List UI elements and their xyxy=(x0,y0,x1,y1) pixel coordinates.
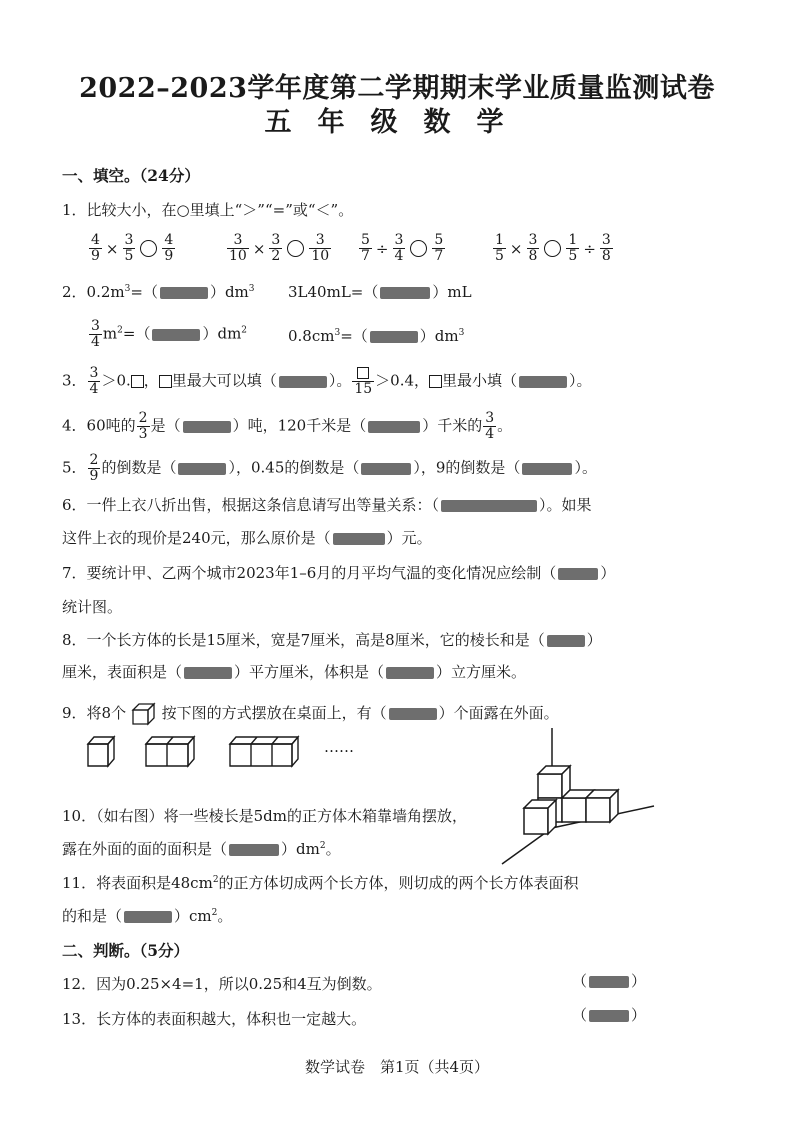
answer-blank[interactable] xyxy=(547,635,585,647)
fraction: $\frac{3}{4}$ xyxy=(485,410,495,442)
page-footer: 数学试卷 第1页（共4页） xyxy=(304,1058,490,1076)
fraction: $\frac{5}{7}$ xyxy=(434,232,444,264)
q8-line1: 8．一个长方体的长是15厘米，宽是7厘米，高是8厘米，它的棱长和是（ ） xyxy=(62,631,602,649)
q13-answer[interactable]: （ ） xyxy=(572,1006,647,1024)
q1-item-4: $\frac{1}{5}$ × $\frac{3}{8}$ $\frac{1}{5}$ ÷ $\frac{3}{8}$ xyxy=(495,232,611,264)
fraction: $\frac{3}{2}$ xyxy=(271,232,281,264)
answer-blank[interactable] xyxy=(380,287,430,299)
section2-heading: 二、判断。（5分） xyxy=(62,941,190,960)
q8-line2: 厘米，表面积是（ ）平方厘米，体积是（ ）立方厘米。 xyxy=(62,663,527,681)
fraction: 15 xyxy=(352,366,374,397)
fraction: $\frac{3}{8}$ xyxy=(601,232,611,264)
q11-line2: 的和是（ ）$cm^2$。 xyxy=(62,907,233,925)
q2-line1-a: 2．$0.2m^3=$（ ）$dm^3$ xyxy=(62,283,255,301)
answer-blank[interactable] xyxy=(589,1010,629,1022)
q1-item-3: $\frac{5}{7}$ ÷ $\frac{3}{4}$ $\frac{5}{7}$ xyxy=(361,232,444,264)
q7-line2: 统计图。 xyxy=(62,598,123,616)
answer-blank[interactable] xyxy=(519,376,567,388)
q2-line2-b: $0.8cm^3=$（ ）$dm^3$ xyxy=(288,327,465,345)
box-symbol xyxy=(429,375,442,388)
fraction: $\frac{2}{3}$ xyxy=(138,410,148,442)
answer-blank[interactable] xyxy=(160,287,208,299)
q1-text: 1．比较大小，在○里填上“＞”“=”或“＜”。 xyxy=(62,201,354,219)
q10-line2: 露在外面的面的面积是（ ）$dm^2$。 xyxy=(62,840,341,858)
three-cube-figure xyxy=(230,737,298,766)
fraction: $\frac{3}{4}$ xyxy=(91,318,100,350)
answer-circle[interactable] xyxy=(287,240,304,257)
answer-circle[interactable] xyxy=(140,240,157,257)
box-symbol xyxy=(131,375,144,388)
answer-blank[interactable] xyxy=(386,667,434,679)
answer-blank[interactable] xyxy=(522,463,572,475)
answer-blank[interactable] xyxy=(124,911,172,923)
answer-blank[interactable] xyxy=(368,421,420,433)
fraction: $\frac{3}{5}$ xyxy=(124,232,134,264)
q2-line2-a: $\frac{3}{4}$ $m^2=$（ ）$dm^2$ xyxy=(91,318,248,350)
q6-line2: 这件上衣的现价是240元，那么原价是（ ）元。 xyxy=(62,529,432,547)
answer-blank[interactable] xyxy=(333,533,385,545)
section1-heading: 一、填空。（24分） xyxy=(62,166,200,185)
q12-text: 12．因为0.25×4=1，所以0.25和4互为倒数。 xyxy=(62,975,382,993)
answer-blank[interactable] xyxy=(370,331,418,343)
fraction: $\frac{3}{8}$ xyxy=(528,232,538,264)
answer-circle[interactable] xyxy=(410,240,427,257)
box-symbol xyxy=(159,375,172,388)
fraction: $\frac{3}{10}$ xyxy=(229,232,247,264)
answer-blank[interactable] xyxy=(389,708,437,720)
answer-blank[interactable] xyxy=(184,667,232,679)
q4-line: 4．60吨的 $\frac{2}{3}$ 是（ ）吨，120千米是（ ）千米的 $\frac{3}{4}$ 。 xyxy=(62,410,513,442)
fraction: $\frac{3}{4}$ xyxy=(89,365,99,397)
q5-line: 5． $\frac{2}{9}$ 的倒数是（ ），0.45的倒数是（ ），9的倒数是（ ）。 xyxy=(62,452,597,484)
q6-line1: 6．一件上衣八折出售，根据这条信息请写出等量关系：（ ）。如果 xyxy=(62,496,592,514)
answer-blank[interactable] xyxy=(361,463,411,475)
fraction: $\frac{3}{4}$ xyxy=(394,232,404,264)
q10-line1: 10．（如右图）将一些棱长是5dm的正方体木箱靠墙角摆放， xyxy=(62,807,467,825)
q3-line: 3． $\frac{3}{4}$ ＞0. ， 里最大可以填（ ）。 15 ＞0.4， 里最小填（ ）。 xyxy=(62,365,592,397)
q13-text: 13．长方体的表面积越大，体积也一定越大。 xyxy=(62,1010,367,1028)
cube-icon xyxy=(131,702,157,726)
answer-blank[interactable] xyxy=(279,376,327,388)
fraction: $\frac{1}{5}$ xyxy=(495,232,504,264)
exam-subtitle: 五年级数学 xyxy=(264,107,530,138)
q9-ellipsis: …… xyxy=(324,738,354,756)
answer-blank[interactable] xyxy=(178,463,226,475)
exam-title: 2022–2023学年度第二学期期末学业质量监测试卷 xyxy=(79,73,715,104)
q1-item-2: $\frac{3}{10}$ × $\frac{3}{2}$ $\frac{3}{10}$ xyxy=(229,232,330,264)
answer-blank[interactable] xyxy=(589,976,629,988)
answer-blank[interactable] xyxy=(152,329,200,341)
one-cube-figure xyxy=(88,737,114,766)
answer-blank[interactable] xyxy=(441,500,537,512)
answer-blank[interactable] xyxy=(229,844,279,856)
answer-blank[interactable] xyxy=(558,568,598,580)
q11-line1: 11．将表面积是$48cm^2$的正方体切成两个长方体，则切成的两个长方体表面积 xyxy=(62,874,579,892)
q12-answer[interactable]: （ ） xyxy=(572,972,647,990)
q7-line1: 7．要统计甲、乙两个城市2023年1–6月的月平均气温的变化情况应绘制（ ） xyxy=(62,564,616,582)
q9-line: 9．将8个 按下图的方式摆放在桌面上，有（ ）个面露在外面。 xyxy=(62,702,559,726)
fraction: $\frac{3}{10}$ xyxy=(311,232,330,264)
fraction: $\frac{4}{9}$ xyxy=(91,232,100,264)
fraction: $\frac{2}{9}$ xyxy=(89,452,99,484)
fraction: $\frac{4}{9}$ xyxy=(164,232,174,264)
box-symbol xyxy=(357,367,369,379)
corner-cubes-figure xyxy=(498,726,658,868)
q1-item-1: $\frac{4}{9}$ × $\frac{3}{5}$ $\frac{4}{9}$ xyxy=(91,232,174,264)
fraction: $\frac{1}{5}$ xyxy=(568,232,578,264)
answer-circle[interactable] xyxy=(544,240,561,257)
q2-line1-b: 3L40mL=（ ）mL xyxy=(288,283,472,301)
fraction: $\frac{5}{7}$ xyxy=(361,232,370,264)
answer-blank[interactable] xyxy=(183,421,231,433)
two-cube-figure xyxy=(146,737,194,766)
